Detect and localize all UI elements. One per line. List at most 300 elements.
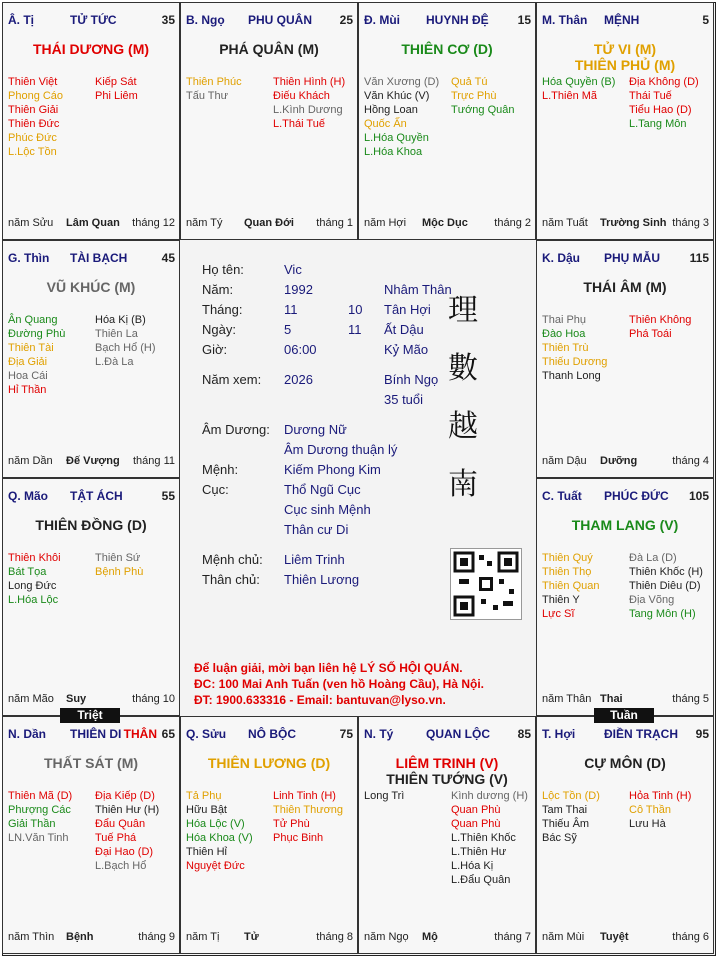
minor-star: Văn Xương (D): [364, 76, 440, 88]
minor-star: Quốc Ấn: [364, 118, 407, 130]
left-star-column: [542, 75, 628, 103]
minor-star: Tang Môn (H): [629, 608, 696, 620]
palace-branch: C. Tuất: [542, 489, 582, 503]
palace-footer: [186, 217, 353, 231]
palace-cuc-number: 115: [689, 251, 709, 265]
main-stars: [3, 517, 179, 533]
main-stars: [537, 41, 713, 73]
minor-star: Thiên Thọ: [542, 566, 592, 578]
palace-tuat[interactable]: [536, 478, 714, 716]
minor-star: Tử Phù: [273, 818, 310, 830]
truong-sinh-label: Tuyệt: [600, 931, 629, 943]
right-star-column: [629, 313, 714, 341]
palace-hoi[interactable]: [536, 716, 714, 954]
minor-star: Thiên Phúc: [186, 76, 242, 88]
palace-header: [8, 251, 175, 267]
palace-footer: [8, 455, 175, 469]
minor-star: Thiên Khốc (H): [629, 566, 703, 578]
ngay-am-value: 11: [348, 322, 362, 337]
palace-dan[interactable]: [2, 716, 180, 954]
palace-footer: [542, 455, 709, 469]
minor-star: Thiếu Dương: [542, 356, 608, 368]
main-star: THIÊN ĐỒNG (D): [35, 517, 147, 533]
am-duong-label: Âm Dương:: [202, 422, 270, 437]
minor-star: L.Tang Môn: [629, 118, 687, 130]
palace-tys[interactable]: [358, 716, 536, 954]
ngay-value: 5: [284, 322, 292, 337]
palace-header: [186, 727, 353, 743]
truong-sinh-label: Dưỡng: [600, 455, 638, 467]
palace-cuc-number: 45: [161, 251, 175, 265]
year-label: năm Mùi: [542, 931, 585, 943]
right-star-column: [451, 75, 536, 117]
main-stars: [537, 279, 713, 295]
minor-star: Hỉ Thần: [8, 384, 47, 396]
year-label: năm Thìn: [8, 931, 55, 943]
minor-star: Thái Tuế: [629, 90, 672, 102]
minor-star: Hóa Quyền (B): [542, 76, 616, 88]
palace-thin[interactable]: [2, 240, 180, 478]
palace-branch: N. Tý: [364, 727, 394, 741]
minor-star: Thiên Sứ: [95, 552, 141, 564]
month-label: tháng 6: [672, 931, 709, 943]
right-star-column: [95, 551, 180, 579]
truong-sinh-label: Quan Đới: [244, 217, 294, 229]
palace-footer: [542, 693, 709, 707]
minor-star: Thiên Hình (H): [273, 76, 346, 88]
month-label: tháng 1: [316, 217, 353, 229]
minor-star: LN.Văn Tinh: [8, 832, 69, 844]
palace-branch: M. Thân: [542, 13, 588, 27]
main-star: TỬ VI (M): [593, 41, 657, 57]
palace-name: ĐIỀN TRẠCH: [604, 727, 678, 741]
minor-star: Phong Cáo: [8, 90, 64, 102]
qr-code[interactable]: [450, 548, 522, 620]
nam-label: Năm:: [202, 282, 234, 297]
truong-sinh-label: Suy: [66, 693, 87, 705]
palace-header: [364, 727, 531, 743]
minor-star: Đẩu Quân: [95, 818, 146, 830]
palace-suu[interactable]: [180, 716, 358, 954]
main-star: PHÁ QUÂN (M): [219, 41, 319, 57]
ngay-label: Ngày:: [202, 322, 236, 337]
minor-star: Long Trì: [364, 790, 405, 802]
minor-star: Trực Phù: [451, 90, 497, 102]
main-star: THIÊN CƠ (D): [401, 41, 493, 57]
than-marker: THÂN: [123, 727, 157, 741]
palace-cuc-number: 85: [517, 727, 531, 741]
minor-star: L.Thiên Mã: [542, 90, 598, 102]
palace-header: [8, 13, 175, 29]
chart-center-panel: [180, 240, 536, 716]
gio-can-chi: Kỷ Mão: [384, 342, 429, 357]
cuc-note: Cục sinh Mệnh: [284, 502, 371, 517]
palace-cuc-number: 35: [161, 13, 175, 27]
minor-star: L.Thái Tuế: [273, 118, 325, 130]
minor-star: Thiên Đức: [8, 118, 60, 130]
palace-mao[interactable]: [2, 478, 180, 716]
truong-sinh-label: Mộc Dục: [422, 217, 468, 229]
minor-star: Quan Phù: [451, 804, 501, 816]
left-star-column: [364, 75, 450, 159]
palace-header: [364, 13, 531, 29]
minor-star: Linh Tinh (H): [273, 790, 336, 802]
minor-star: Thiên Mã (D): [8, 790, 73, 802]
minor-star: L.Đẩu Quân: [451, 874, 511, 886]
minor-star: Đường Phù: [8, 328, 66, 340]
palace-name: PHU QUÂN: [248, 13, 313, 27]
ho-ten-label: Họ tên:: [202, 262, 244, 277]
minor-star: L.Thiên Hư: [451, 846, 507, 858]
thang-am-value: 10: [348, 302, 363, 317]
palace-header: [542, 489, 709, 505]
palace-ngo[interactable]: [180, 2, 358, 240]
main-stars: [181, 41, 357, 57]
minor-star: L.Đà La: [95, 356, 134, 368]
minor-star: Tiểu Hao (D): [629, 104, 692, 116]
minor-star: Hồng Loan: [364, 104, 418, 116]
month-label: tháng 7: [494, 931, 531, 943]
gio-value: 06:00: [284, 342, 317, 357]
minor-star: Đào Hoa: [542, 328, 586, 340]
minor-star: Thiên Khôi: [8, 552, 61, 564]
palace-name: PHỤ MẪU: [604, 251, 660, 265]
minor-star: Phục Binh: [273, 832, 324, 844]
palace-cuc-number: 95: [695, 727, 709, 741]
truong-sinh-label: Bệnh: [66, 931, 94, 943]
minor-star: L.Bạch Hổ: [95, 860, 147, 872]
minor-star: Thiên Y: [542, 594, 580, 606]
palace-cuc-number: 25: [339, 13, 353, 27]
palace-name: QUAN LỘC: [426, 727, 490, 741]
minor-star: Quan Phù: [451, 818, 501, 830]
minor-star: Thiên La: [95, 328, 138, 340]
palace-header: [8, 489, 175, 505]
thang-label: Tháng:: [202, 302, 243, 317]
right-star-column: [273, 75, 358, 131]
truong-sinh-label: Tử: [244, 931, 259, 943]
right-star-column: [629, 75, 714, 131]
palace-branch: Q. Sửu: [186, 727, 227, 741]
month-label: tháng 4: [672, 455, 709, 467]
minor-star: Phá Toái: [629, 328, 672, 340]
minor-star: Lộc Tồn (D): [542, 790, 600, 802]
main-star: VŨ KHÚC (M): [46, 279, 136, 295]
right-star-column: [273, 789, 358, 845]
month-label: tháng 3: [672, 217, 709, 229]
palace-footer: [542, 931, 709, 945]
month-label: tháng 9: [138, 931, 175, 943]
month-label: tháng 10: [132, 693, 175, 705]
minor-star: L.Hóa Khoa: [364, 146, 423, 158]
month-label: tháng 5: [672, 693, 709, 705]
main-stars: [181, 755, 357, 771]
main-star: THIÊN LƯƠNG (D): [207, 755, 331, 771]
palace-branch: K. Dậu: [542, 251, 581, 265]
palace-footer: [8, 693, 175, 707]
year-label: năm Hợi: [364, 217, 407, 229]
minor-star: Thiên Việt: [8, 76, 58, 88]
right-star-column: [629, 789, 714, 831]
left-star-column: [542, 313, 628, 383]
minor-star: Thiên Không: [629, 314, 692, 326]
calligraphy-logo: [448, 282, 520, 542]
year-label: năm Sửu: [8, 217, 54, 229]
left-star-column: [186, 75, 272, 103]
right-star-column: [95, 313, 180, 369]
main-stars: [537, 755, 713, 771]
year-label: năm Tý: [186, 217, 223, 229]
contact-line-1: Để luận giải, mời bạn liên hệ LÝ SỐ HỘI QUÁN.: [194, 661, 463, 675]
palace-cuc-number: 65: [161, 727, 175, 741]
minor-star: Kình dương (H): [451, 790, 528, 802]
minor-star: L.Hóa Kị: [451, 860, 494, 872]
truong-sinh-label: Mộ: [422, 931, 438, 943]
minor-star: Tam Thai: [542, 804, 588, 816]
palace-than[interactable]: [536, 2, 714, 240]
minor-star: Hỏa Tinh (H): [629, 790, 692, 802]
menh-label: Mệnh:: [202, 462, 239, 477]
minor-star: Thiên Hư (H): [95, 804, 160, 816]
main-star: LIÊM TRINH (V): [395, 755, 499, 771]
thang-can-chi: Tân Hợi: [384, 302, 431, 317]
year-label: năm Tuất: [542, 217, 588, 229]
main-stars: [359, 41, 535, 57]
left-star-column: [8, 551, 94, 607]
nam-value: 1992: [284, 282, 313, 297]
minor-star: Thanh Long: [542, 370, 601, 382]
am-duong-value: Dương Nữ: [284, 422, 347, 437]
minor-star: Địa Võng: [629, 594, 675, 606]
month-label: tháng 11: [132, 455, 175, 467]
main-stars: [537, 517, 713, 533]
minor-star: Thiên Thương: [273, 804, 344, 816]
main-stars: [3, 279, 179, 295]
year-label: năm Ngọ: [364, 931, 409, 943]
minor-star: Văn Khúc (V): [364, 90, 430, 102]
minor-star: Thai Phụ: [542, 314, 587, 326]
left-star-column: [8, 313, 94, 397]
minor-star: Cô Thần: [629, 804, 671, 816]
contact-line-3[interactable]: ĐT: 1900.633316 - Email: bantuvan@lyso.vn.: [194, 693, 446, 707]
nam-xem-can-chi: Bính Ngọ: [384, 372, 439, 387]
truong-sinh-label: Lâm Quan: [66, 217, 120, 229]
palace-name: PHÚC ĐỨC: [604, 489, 669, 503]
palace-footer: [542, 217, 709, 231]
month-label: tháng 2: [494, 217, 531, 229]
palace-branch: N. Dần: [8, 727, 47, 741]
tuan-marker: Tuần: [594, 708, 654, 723]
contact-info: [194, 660, 484, 708]
palace-branch: Â. Tị: [8, 13, 34, 27]
minor-star: Tướng Quân: [451, 104, 515, 116]
palace-footer: [364, 931, 531, 945]
minor-star: Thiên Trù: [542, 342, 589, 354]
than-chu-value: Thiên Lương: [284, 572, 360, 587]
minor-star: Thiên Quan: [542, 580, 600, 592]
main-star: THÁI DƯƠNG (M): [32, 41, 150, 57]
main-stars: [359, 755, 535, 787]
left-star-column: [542, 789, 628, 845]
gio-label: Giờ:: [202, 342, 228, 357]
than-chu-label: Thân chủ:: [202, 572, 260, 587]
minor-star: Thiếu Âm: [542, 818, 590, 830]
minor-star: L.Lộc Tồn: [8, 146, 57, 158]
minor-star: Thiên Giải: [8, 104, 59, 116]
palace-branch: T. Hợi: [542, 727, 576, 741]
month-label: tháng 12: [132, 217, 175, 229]
palace-branch: Q. Mão: [8, 489, 49, 503]
main-star: THÁI ÂM (M): [583, 279, 667, 295]
minor-star: Bệnh Phù: [95, 566, 144, 578]
minor-star: Lực Sĩ: [542, 608, 575, 620]
left-star-column: [8, 789, 94, 845]
minor-star: Kiếp Sát: [95, 76, 137, 88]
palace-cuc-number: 5: [702, 13, 709, 27]
month-label: tháng 8: [316, 931, 353, 943]
left-star-column: [542, 551, 628, 621]
palace-header: [542, 13, 709, 29]
minor-star: Giải Thần: [8, 818, 56, 830]
main-star: THIÊN PHỦ (M): [574, 57, 676, 73]
nam-xem-value: 2026: [284, 372, 313, 387]
menh-chu-value: Liêm Trinh: [284, 552, 345, 567]
right-star-column: [95, 75, 180, 103]
palace-mui[interactable]: [358, 2, 536, 240]
palace-footer: [8, 931, 175, 945]
year-label: năm Dậu: [542, 455, 587, 467]
minor-star: Địa Giải: [8, 356, 48, 368]
palace-branch: Đ. Mùi: [364, 13, 400, 27]
minor-star: Phúc Đức: [8, 132, 57, 144]
palace-name: TÀI BẠCH: [70, 251, 128, 265]
minor-star: Tuế Phá: [95, 832, 137, 844]
year-label: năm Mão: [8, 693, 54, 705]
minor-star: Tả Phụ: [186, 790, 222, 802]
minor-star: Hóa Lộc (V): [186, 818, 245, 830]
main-star: THAM LANG (V): [571, 517, 679, 533]
palace-name: MỆNH: [604, 13, 640, 27]
truong-sinh-label: Trường Sinh: [600, 217, 667, 229]
palace-header: [542, 251, 709, 267]
minor-star: L.Hóa Quyền: [364, 132, 429, 144]
cuc-label: Cục:: [202, 482, 229, 497]
minor-star: Địa Không (D): [629, 76, 699, 88]
minor-star: Điếu Khách: [273, 90, 330, 102]
palace-cuc-number: 75: [339, 727, 353, 741]
tuoi-value: 35 tuổi: [384, 392, 424, 407]
year-label: năm Dần: [8, 455, 53, 467]
palace-header: [542, 727, 709, 743]
palace-name: HUYNH ĐỆ: [426, 13, 489, 27]
minor-star: Bát Tọa: [8, 566, 47, 578]
than-cu-note: Thân cư Di: [284, 522, 349, 537]
contact-line-2: ĐC: 100 Mai Anh Tuấn (ven hồ Hoàng Cầu), Hà Nội.: [194, 677, 485, 691]
left-star-column: [186, 789, 272, 873]
minor-star: Đà La (D): [629, 552, 677, 564]
palace-name: TỬ TỨC: [70, 13, 117, 27]
menh-chu-label: Mệnh chủ:: [202, 552, 263, 567]
minor-star: L.Thiên Khốc: [451, 832, 516, 844]
minor-star: Tấu Thư: [186, 90, 229, 102]
thang-value: 11: [284, 302, 298, 317]
minor-star: Hóa Khoa (V): [186, 832, 253, 844]
palace-ty[interactable]: [2, 2, 180, 240]
right-star-column: [95, 789, 180, 873]
palace-cuc-number: 55: [161, 489, 175, 503]
calligraphy-char: 南: [448, 467, 478, 502]
main-stars: [3, 755, 179, 771]
calligraphy-char: 越: [448, 409, 478, 444]
minor-star: Phi Liêm: [95, 90, 138, 102]
minor-star: Bạch Hổ (H): [95, 342, 156, 354]
left-star-column: [364, 789, 450, 803]
minor-star: Thiên Tài: [8, 342, 54, 354]
minor-star: Long Đức: [8, 580, 57, 592]
minor-star: L.Kình Dương: [273, 104, 343, 116]
minor-star: Thiên Quý: [542, 552, 593, 564]
minor-star: L.Hóa Lộc: [8, 594, 59, 606]
palace-header: [8, 727, 175, 743]
minor-star: Quả Tú: [451, 76, 488, 88]
minor-star: Phượng Các: [8, 804, 71, 816]
minor-star: Thiên Hỉ: [186, 846, 227, 858]
palace-cuc-number: 105: [688, 489, 709, 503]
palace-branch: G. Thìn: [8, 251, 50, 265]
year-label: năm Thân: [542, 693, 592, 705]
truong-sinh-label: Đế Vượng: [66, 455, 120, 467]
main-stars: [3, 41, 179, 57]
minor-star: Địa Kiếp (D): [95, 790, 155, 802]
minor-star: Ân Quang: [8, 314, 58, 326]
ngay-can-chi: Ất Dậu: [384, 322, 424, 337]
palace-branch: B. Ngọ: [186, 13, 225, 27]
palace-footer: [186, 931, 353, 945]
nam-xem-label: Năm xem:: [202, 372, 262, 387]
minor-star: Nguyệt Đức: [186, 860, 245, 872]
palace-name: THIÊN DI: [70, 727, 122, 741]
year-label: năm Tị: [186, 931, 220, 943]
left-star-column: [8, 75, 94, 159]
palace-footer: [8, 217, 175, 231]
palace-name: NÔ BỘC: [248, 727, 296, 741]
minor-star: Thiên Diêu (D): [629, 580, 701, 592]
minor-star: Lưu Hà: [629, 818, 666, 830]
palace-footer: [364, 217, 531, 231]
palace-name: TẬT ÁCH: [70, 489, 123, 503]
minor-star: Hữu Bật: [186, 804, 227, 816]
cuc-value: Thổ Ngũ Cục: [284, 482, 361, 497]
palace-dau[interactable]: [536, 240, 714, 478]
ho-ten-value: Vic: [284, 262, 302, 277]
minor-star: Đại Hao (D): [95, 846, 154, 858]
right-star-column: [451, 789, 536, 887]
am-duong-note: Âm Dương thuận lý: [284, 442, 398, 457]
minor-star: Hóa Kị (B): [95, 314, 146, 326]
nam-can-chi: Nhâm Thân: [384, 282, 452, 297]
right-star-column: [629, 551, 714, 621]
calligraphy-char: 數: [448, 351, 478, 386]
calligraphy-char: 理: [448, 293, 478, 328]
menh-value: Kiếm Phong Kim: [284, 462, 381, 477]
main-star: CỰ MÔN (D): [584, 755, 666, 771]
main-star: THẤT SÁT (M): [43, 755, 139, 771]
triet-marker: Triệt: [60, 708, 120, 723]
minor-star: Bác Sỹ: [542, 832, 577, 844]
palace-cuc-number: 15: [517, 13, 531, 27]
palace-header: [186, 13, 353, 29]
truong-sinh-label: Thai: [600, 693, 623, 705]
